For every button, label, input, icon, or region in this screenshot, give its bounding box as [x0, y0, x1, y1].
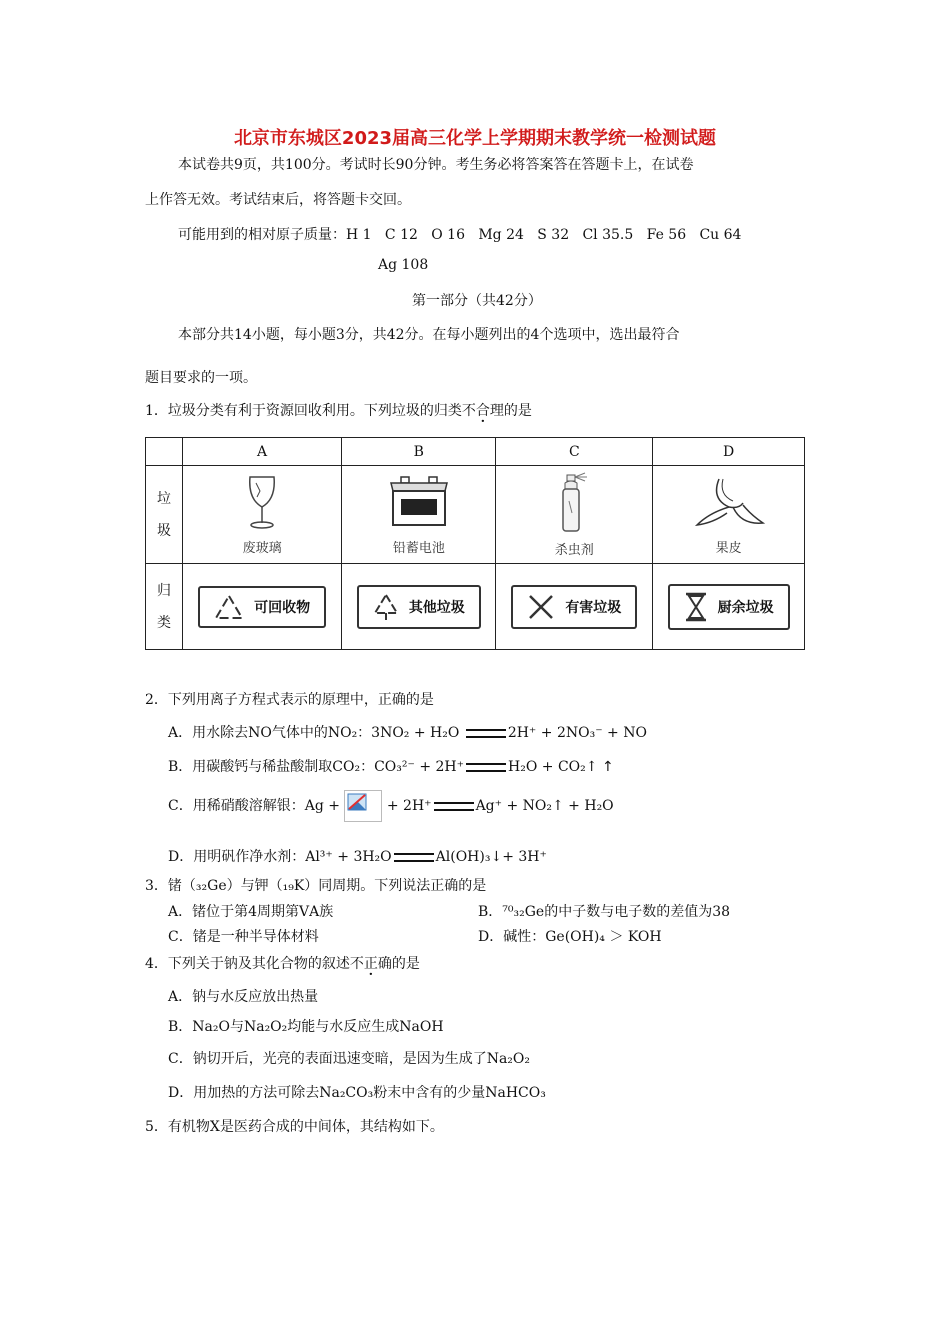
item-label-b: 铅蓄电池: [392, 541, 445, 556]
q1-stem-tail: 的是: [503, 403, 532, 419]
sign-label-d: 厨余垃圾: [717, 599, 774, 616]
q3-option-d: D．碱性：Ge(OH)₄ ＞ KOH: [478, 929, 662, 945]
q4-option-b: B．Na₂O与Na₂O₂均能与水反应生成NaOH: [168, 1019, 444, 1035]
question-4-stem: [145, 953, 420, 973]
row-header-char: 圾: [157, 522, 171, 539]
q2-a-rhs: 2H⁺ + 2NO₃⁻ + NO: [507, 725, 647, 741]
q1-emphasis: 不合理: [461, 403, 504, 419]
q2-option-c: [168, 790, 614, 822]
sign-cell-a: [183, 564, 342, 650]
hourglass-icon: [684, 592, 708, 622]
row-header-category: [146, 564, 183, 650]
sign-label-b: 其他垃圾: [408, 599, 465, 616]
part-one-heading: 第一部分（共42分）: [412, 293, 542, 309]
wine-glass-icon: [242, 473, 282, 531]
column-header-d: D: [653, 438, 805, 466]
other-waste-icon: [373, 593, 399, 621]
equals-bar: [394, 853, 434, 862]
q2-option-d: [168, 846, 547, 866]
item-cell-a: [183, 466, 342, 564]
recyclable-sign: [198, 586, 326, 628]
item-label-d: 果皮: [715, 541, 742, 556]
q4-stem-tail: 的是: [391, 956, 420, 972]
q2-option-b: B．用碳酸钙与稀盐酸制取CO₂：CO₃²⁻ + 2H⁺ H₂O + CO₂↑ ↑: [168, 759, 614, 775]
q4-option-c: C．钠切开后，光亮的表面迅速变暗，是因为生成了Na₂O₂: [168, 1051, 531, 1067]
banana-peel-icon: [689, 473, 769, 531]
row-header-char: 类: [157, 614, 171, 631]
spray-can-icon: [549, 471, 599, 533]
q4-stem-text: 4．下列关于钠及其化合物的叙述: [145, 956, 350, 972]
hazardous-waste-sign: [511, 585, 637, 629]
table-corner: [146, 438, 183, 466]
q4-option-d: D．用加热的方法可除去Na₂CO₃粉末中含有的少量NaHCO₃: [168, 1085, 546, 1101]
atomic-masses-line-2: Ag 108: [378, 257, 429, 273]
row-header-char: 垃: [157, 490, 171, 507]
sign-label-c: 有害垃圾: [565, 599, 622, 616]
question-3-stem: 3．锗（₃₂Ge）与钾（₁₉K）同周期。下列说法正确的是: [145, 878, 487, 894]
hazard-cross-icon: [527, 593, 555, 621]
q2-option-a: [168, 722, 647, 742]
q3-option-b: B．⁷⁰₃₂Ge的中子数与电子数的差值为38: [478, 904, 731, 920]
q1-stem-text: 1．垃圾分类有利于资源回收利用。下列垃圾的归类: [145, 403, 462, 419]
page-title: 北京市东城区2023届高三化学上学期期末教学统一检测试题: [233, 128, 717, 149]
q2-c-mid: + 2H⁺: [386, 798, 432, 814]
battery-icon: [387, 473, 451, 531]
question-1-stem: [145, 400, 532, 420]
q2-b-lhs: B．用碳酸钙与稀盐酸制取CO₂：CO₃²⁻ + 2H⁺: [168, 759, 465, 775]
part-description-2: 题目要求的一项。: [145, 370, 257, 386]
q2-c-rhs: Ag⁺ + NO₂↑ + H₂O: [475, 798, 614, 814]
garbage-classification-table: [145, 437, 805, 650]
q4-emphasis: 不正确: [349, 956, 392, 972]
q2-c-lhs: C．用稀硝酸溶解银：Ag +: [168, 798, 340, 814]
row-header-char: 归: [157, 582, 171, 599]
row-header-garbage: [146, 466, 183, 564]
q2-d-lhs: D．用明矾作净水剂：Al³⁺ + 3H₂O: [168, 849, 392, 865]
item-cell-b: [342, 466, 496, 564]
q2-b-rhs: H₂O + CO₂↑: [508, 759, 598, 775]
column-header-a: A: [183, 438, 342, 466]
kitchen-waste-sign: [668, 584, 790, 630]
sign-cell-c: [496, 564, 653, 650]
equals-bar: [466, 729, 506, 738]
question-2-stem: 2．下列用离子方程式表示的原理中，正确的是: [145, 692, 434, 708]
q3-option-c: C．锗是一种半导体材料: [168, 929, 319, 945]
q2-d-rhs: Al(OH)₃↓+ 3H⁺: [435, 849, 547, 865]
q2-a-lhs: A．用水除去NO气体中的NO₂：3NO₂ + H₂O: [168, 725, 464, 741]
item-label-c: 杀虫剂: [554, 543, 594, 558]
atomic-masses-line-1: 可能用到的相对原子质量：H 1 C 12 O 16 Mg 24 S 32 Cl 35.5 Fe 56 Cu 64: [178, 227, 742, 243]
column-header-b: B: [342, 438, 496, 466]
equals-bar: [466, 763, 506, 772]
broken-image-icon: [344, 790, 382, 822]
sign-cell-d: [653, 564, 805, 650]
item-label-a: 废玻璃: [242, 541, 282, 556]
column-header-c: C: [496, 438, 653, 466]
sign-cell-b: [342, 564, 496, 650]
question-5-stem: 5．有机物X是医药合成的中间体，其结构如下。: [145, 1119, 444, 1135]
recycle-icon: [214, 594, 244, 620]
equals-bar: [434, 802, 474, 811]
item-cell-d: [653, 466, 805, 564]
other-waste-sign: [357, 585, 481, 629]
item-cell-c: [496, 466, 653, 564]
part-description-1: 本部分共14小题，每小题3分，共42分。在每小题列出的4个选项中，选出最符合: [178, 327, 680, 343]
intro-line-1: 本试卷共9页，共100分。考试时长90分钟。考生务必将答案答在答题卡上，在试卷: [178, 157, 694, 173]
intro-line-2: 上作答无效。考试结束后，将答题卡交回。: [145, 192, 411, 208]
sign-label-a: 可回收物: [254, 599, 311, 616]
q3-option-a: A．锗位于第4周期第ⅤA族: [168, 904, 334, 920]
q4-option-a: A．钠与水反应放出热量: [168, 989, 319, 1005]
